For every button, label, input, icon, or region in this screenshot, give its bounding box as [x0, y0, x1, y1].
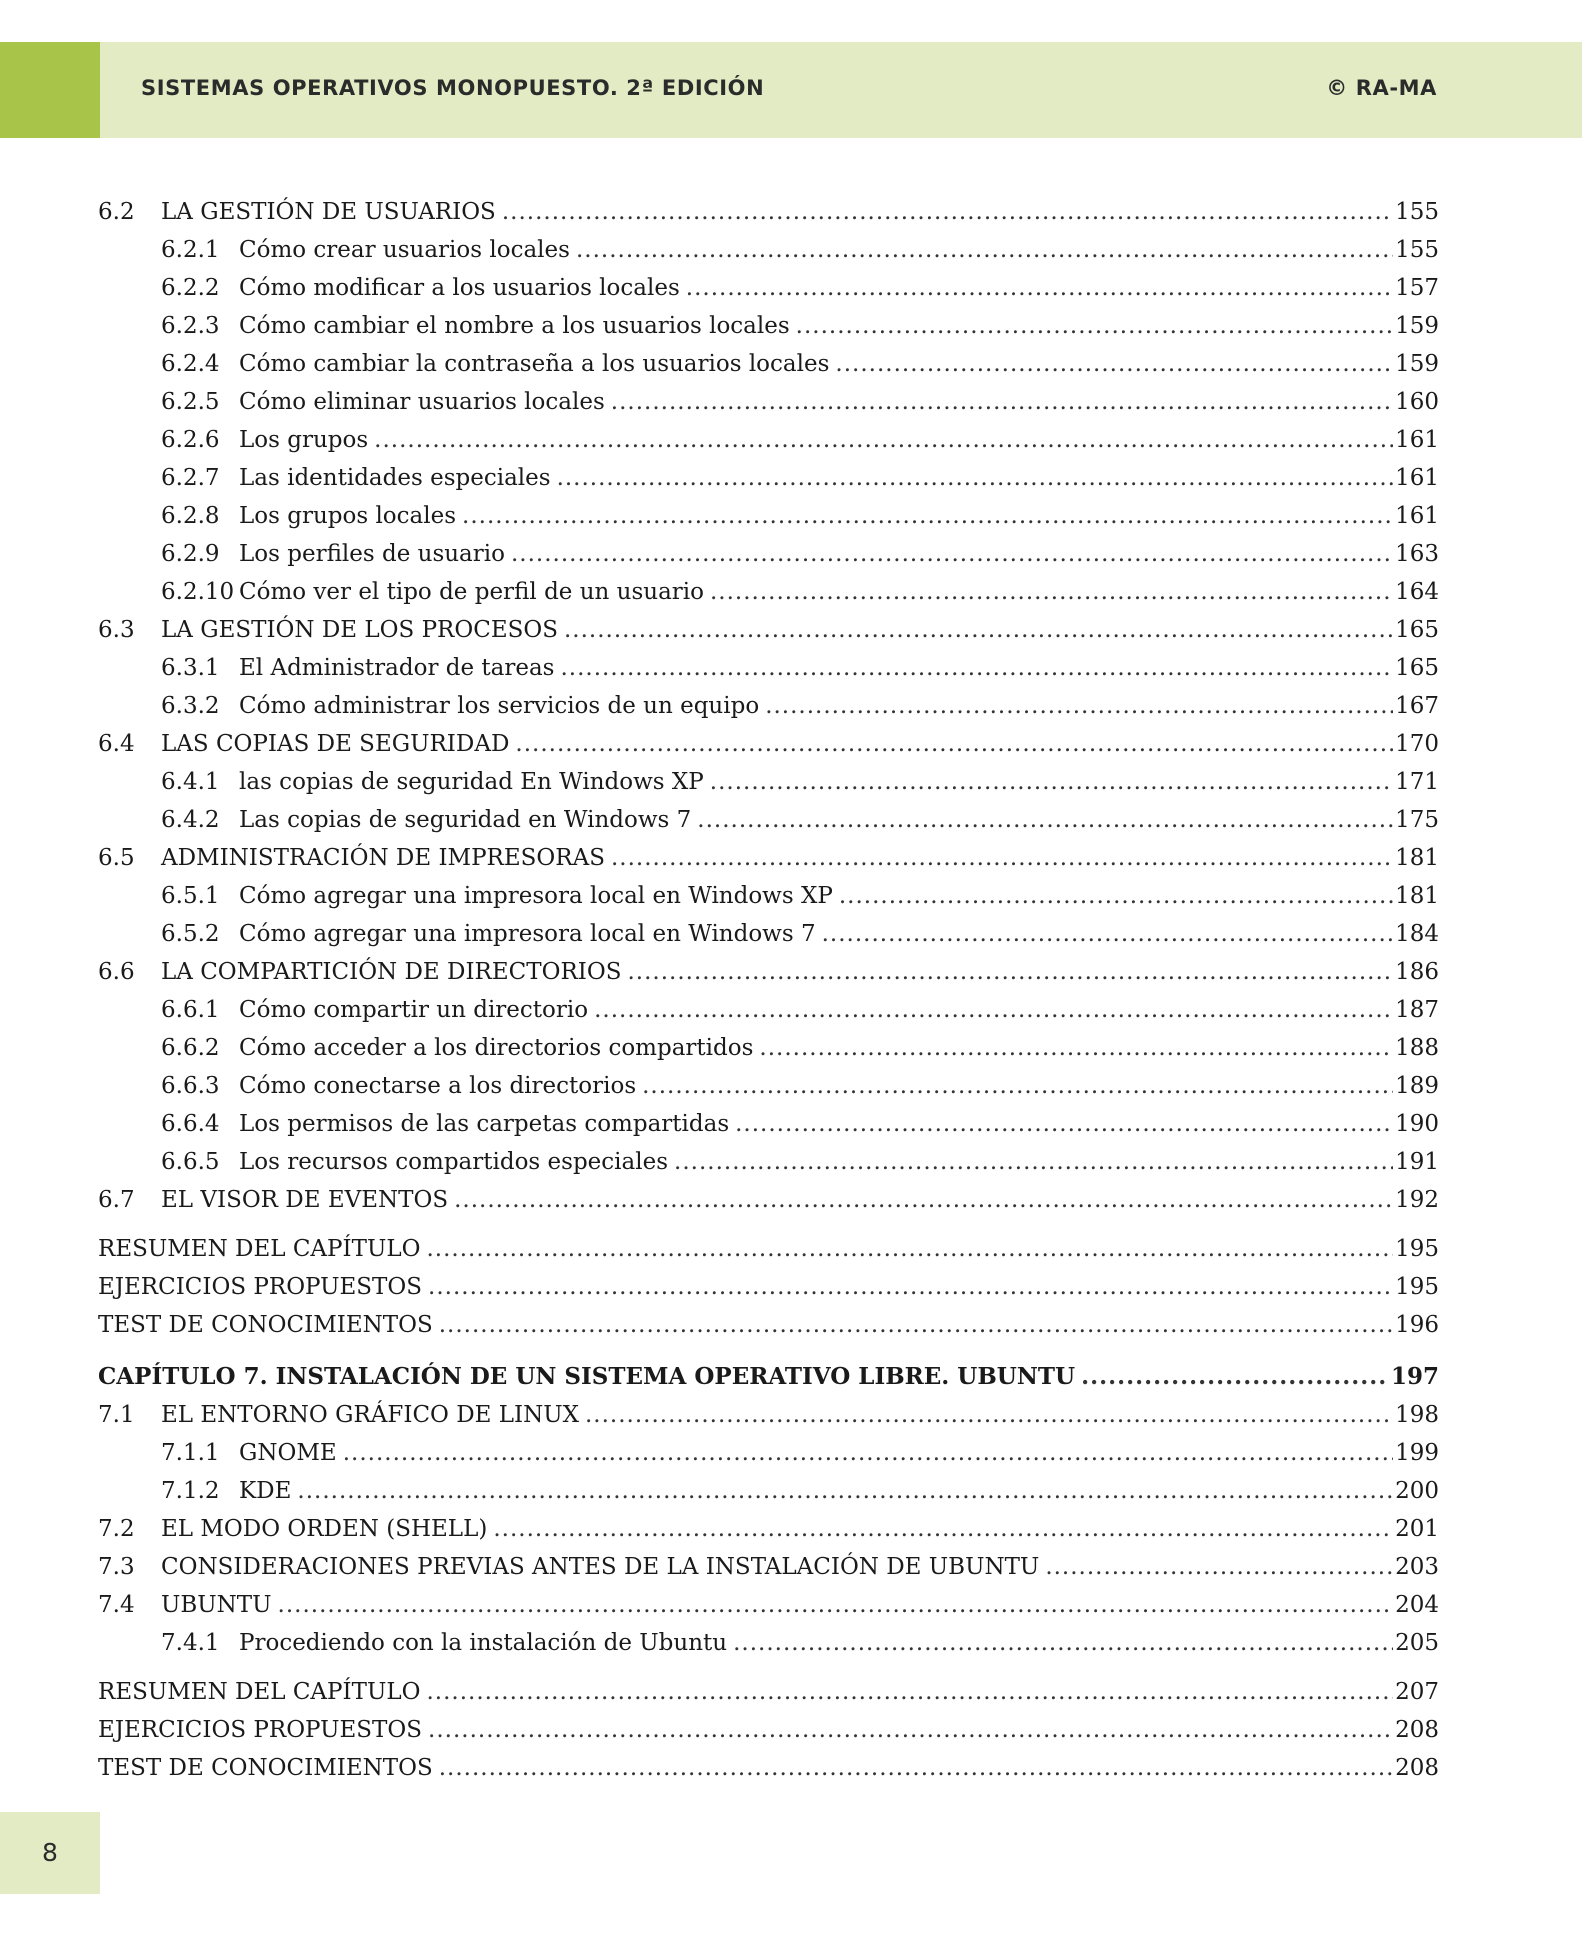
toc-entry-page: 190 — [1395, 1111, 1439, 1137]
toc-entry-page: 161 — [1395, 427, 1439, 453]
toc-entry-title: Cómo administrar los servicios de un equipo — [239, 693, 760, 719]
toc-entry-number: 7.4.1 — [161, 1630, 220, 1656]
toc-entry[interactable] — [98, 1181, 1439, 1219]
toc-entry-page: 195 — [1395, 1236, 1439, 1262]
toc-entry[interactable] — [98, 1749, 1439, 1787]
toc-entry-page: 200 — [1395, 1478, 1439, 1504]
toc-entry-page: 155 — [1395, 237, 1439, 263]
dot-leader — [343, 1434, 1393, 1472]
toc-entry[interactable] — [98, 1029, 1439, 1067]
toc-entry-number: 6.4 — [98, 731, 135, 757]
dot-leader — [557, 459, 1394, 497]
toc-entry-page: 186 — [1395, 959, 1439, 985]
toc-spacer — [98, 1219, 1439, 1230]
toc-entry-number: 6.5.1 — [161, 883, 220, 909]
toc-entry-page: 181 — [1395, 883, 1439, 909]
toc-entry-number: 6.4.2 — [161, 807, 220, 833]
toc-entry-page: 163 — [1395, 541, 1439, 567]
toc-entry-number: 7.4 — [98, 1592, 135, 1618]
toc-entry-number: 6.2.9 — [161, 541, 220, 567]
toc-entry-page: 155 — [1395, 199, 1439, 225]
dot-leader — [278, 1586, 1394, 1624]
dot-leader — [560, 649, 1393, 687]
toc-entry-number: 6.2.3 — [161, 313, 220, 339]
dot-leader — [515, 725, 1393, 763]
toc-entry-number: 6.3 — [98, 617, 135, 643]
dot-leader — [1045, 1548, 1393, 1586]
dot-leader — [297, 1472, 1393, 1510]
toc-entry[interactable] — [98, 915, 1439, 953]
toc-entry[interactable] — [98, 1510, 1439, 1548]
toc-entry[interactable] — [98, 269, 1439, 307]
toc-entry-page: 191 — [1395, 1149, 1439, 1175]
toc-entry-page: 170 — [1395, 731, 1439, 757]
dot-leader — [839, 877, 1393, 915]
toc-entry-page: 157 — [1395, 275, 1439, 301]
toc-entry-number: 6.6.1 — [161, 997, 220, 1023]
toc-entry[interactable] — [98, 649, 1439, 687]
toc-entry[interactable] — [98, 1230, 1439, 1268]
toc-entry[interactable] — [98, 953, 1439, 991]
toc-entry-page: 159 — [1395, 351, 1439, 377]
toc-entry-title: las copias de seguridad En Windows XP — [239, 769, 704, 795]
toc-entry[interactable] — [98, 839, 1439, 877]
toc-entry-page: 198 — [1395, 1402, 1439, 1428]
toc-entry-number: 7.3 — [98, 1554, 135, 1580]
toc-entry-title: CAPÍTULO 7. INSTALACIÓN DE UN SISTEMA OPERATIVO LIBRE. UBUNTU — [98, 1363, 1076, 1390]
toc-entry[interactable] — [98, 1143, 1439, 1181]
dot-leader — [462, 497, 1393, 535]
toc-entry-number: 6.2.6 — [161, 427, 220, 453]
toc-entry-page: 175 — [1395, 807, 1439, 833]
toc-entry-number: 6.5.2 — [161, 921, 220, 947]
toc-entry-number: 6.2.1 — [161, 237, 220, 263]
dot-leader — [697, 801, 1393, 839]
dot-leader — [796, 307, 1393, 345]
dot-leader — [502, 193, 1393, 231]
dot-leader — [733, 1624, 1393, 1662]
toc-entry[interactable] — [98, 535, 1439, 573]
toc-entry-number: 7.1.1 — [161, 1440, 220, 1466]
toc-entry-title: TEST DE CONOCIMIENTOS — [98, 1755, 433, 1781]
toc-entry-title: Las copias de seguridad en Windows 7 — [239, 807, 692, 833]
dot-leader — [493, 1510, 1393, 1548]
toc-entry-number: 6.2.10 — [161, 579, 235, 605]
toc-entry-page: 164 — [1395, 579, 1439, 605]
toc-entry-number: 6.6.3 — [161, 1073, 220, 1099]
toc-entry[interactable] — [98, 1548, 1439, 1586]
toc-entry-title: EJERCICIOS PROPUESTOS — [98, 1717, 423, 1743]
toc-entry[interactable] — [98, 1434, 1439, 1472]
toc-entry-page: 188 — [1395, 1035, 1439, 1061]
toc-entry[interactable] — [98, 611, 1439, 649]
dot-leader — [428, 1711, 1393, 1749]
toc-entry[interactable] — [98, 1105, 1439, 1143]
toc-entry-page: 187 — [1395, 997, 1439, 1023]
dot-leader — [576, 231, 1393, 269]
toc-entry[interactable] — [98, 1067, 1439, 1105]
toc-entry-page: 184 — [1395, 921, 1439, 947]
dot-leader — [439, 1306, 1393, 1344]
dot-leader — [735, 1105, 1393, 1143]
toc-entry-title: CONSIDERACIONES PREVIAS ANTES DE LA INSTALACIÓN DE UBUNTU — [161, 1554, 1040, 1580]
dot-leader — [611, 839, 1393, 877]
toc-entry[interactable] — [98, 345, 1439, 383]
toc-entry-title: Los recursos compartidos especiales — [239, 1149, 669, 1175]
toc-entry-page: 204 — [1395, 1592, 1439, 1618]
dot-leader — [611, 383, 1393, 421]
toc-entry[interactable] — [98, 497, 1439, 535]
toc-entry[interactable] — [98, 763, 1439, 801]
toc-entry-number: 6.6.2 — [161, 1035, 220, 1061]
toc-entry-title: Cómo modificar a los usuarios locales — [239, 275, 680, 301]
toc-entry-number: 6.2.4 — [161, 351, 220, 377]
dot-leader — [1081, 1358, 1389, 1396]
toc-entry-title: UBUNTU — [161, 1592, 272, 1618]
dot-leader — [822, 915, 1393, 953]
dot-leader — [439, 1749, 1393, 1787]
toc-entry-title: GNOME — [239, 1440, 337, 1466]
toc-entry-title: RESUMEN DEL CAPÍTULO — [98, 1679, 421, 1705]
toc-entry-page: 207 — [1395, 1679, 1439, 1705]
toc-entry-page: 205 — [1395, 1630, 1439, 1656]
toc-entry-title: Los permisos de las carpetas compartidas — [239, 1111, 730, 1137]
toc-entry-page: 165 — [1395, 617, 1439, 643]
dot-leader — [710, 763, 1393, 801]
toc-entry-title: Cómo eliminar usuarios locales — [239, 389, 605, 415]
toc-entry-title: RESUMEN DEL CAPÍTULO — [98, 1236, 421, 1262]
toc-entry-number: 6.3.2 — [161, 693, 220, 719]
toc-entry-page: 197 — [1390, 1363, 1439, 1390]
toc-entry-title: Cómo conectarse a los directorios — [239, 1073, 637, 1099]
toc-entry[interactable] — [98, 687, 1439, 725]
toc-entry-title: Cómo compartir un directorio — [239, 997, 589, 1023]
toc-entry-title: ADMINISTRACIÓN DE IMPRESORAS — [161, 845, 605, 871]
toc-entry-page: 208 — [1395, 1755, 1439, 1781]
toc-entry-page: 161 — [1395, 503, 1439, 529]
toc-entry-page: 192 — [1395, 1187, 1439, 1213]
dot-leader — [642, 1067, 1393, 1105]
dot-leader — [710, 573, 1393, 611]
toc-entry-title: EJERCICIOS PROPUESTOS — [98, 1274, 423, 1300]
toc-entry[interactable] — [98, 573, 1439, 611]
toc-entry-title: Cómo agregar una impresora local en Windows 7 — [239, 921, 816, 947]
toc-entry[interactable] — [98, 801, 1439, 839]
toc-entry-title: Cómo agregar una impresora local en Windows XP — [239, 883, 833, 909]
page-number: 8 — [42, 1838, 58, 1867]
toc-entry-page: 203 — [1395, 1554, 1439, 1580]
dot-leader — [765, 687, 1393, 725]
toc-entry-title: LA COMPARTICIÓN DE DIRECTORIOS — [161, 959, 622, 985]
toc-entry[interactable] — [98, 1472, 1439, 1510]
toc-entry[interactable] — [98, 1624, 1439, 1662]
toc-entry-title: Cómo acceder a los directorios compartidos — [239, 1035, 754, 1061]
dot-leader — [674, 1143, 1393, 1181]
toc-entry-title: Los perfiles de usuario — [239, 541, 505, 567]
toc-entry-number: 6.3.1 — [161, 655, 220, 681]
toc-entry-title: Los grupos locales — [239, 503, 457, 529]
dot-leader — [585, 1396, 1393, 1434]
dot-leader — [454, 1181, 1393, 1219]
toc-entry[interactable] — [98, 307, 1439, 345]
toc-entry-title: LA GESTIÓN DE LOS PROCESOS — [161, 617, 558, 643]
dot-leader — [428, 1268, 1393, 1306]
toc-entry[interactable] — [98, 1268, 1439, 1306]
dot-leader — [835, 345, 1393, 383]
toc-entry-page: 195 — [1395, 1274, 1439, 1300]
toc-entry[interactable] — [98, 1396, 1439, 1434]
dot-leader — [426, 1230, 1393, 1268]
toc-entry-number: 6.2.5 — [161, 389, 220, 415]
book-title: SISTEMAS OPERATIVOS MONOPUESTO. 2ª EDICIÓN — [141, 76, 765, 100]
toc-entry-number: 6.6 — [98, 959, 135, 985]
toc-entry-number: 7.1 — [98, 1402, 135, 1428]
dot-leader — [374, 421, 1393, 459]
dot-leader — [594, 991, 1393, 1029]
dot-leader — [511, 535, 1393, 573]
toc-entry-title: TEST DE CONOCIMIENTOS — [98, 1312, 433, 1338]
toc-spacer — [98, 1344, 1439, 1358]
toc-spacer — [98, 1662, 1439, 1673]
toc-entry[interactable] — [98, 991, 1439, 1029]
dot-leader — [627, 953, 1393, 991]
toc-entry-title: EL VISOR DE EVENTOS — [161, 1187, 449, 1213]
toc-entry[interactable] — [98, 725, 1439, 763]
toc-entry-page: 165 — [1395, 655, 1439, 681]
toc-entry[interactable] — [98, 193, 1439, 231]
toc-entry-title: LAS COPIAS DE SEGURIDAD — [161, 731, 510, 757]
toc-entry-page: 208 — [1395, 1717, 1439, 1743]
toc-entry-number: 6.5 — [98, 845, 135, 871]
table-of-contents — [98, 193, 1439, 1787]
toc-entry-page: 181 — [1395, 845, 1439, 871]
toc-entry[interactable] — [98, 1711, 1439, 1749]
toc-entry-title: EL ENTORNO GRÁFICO DE LINUX — [161, 1402, 579, 1428]
toc-entry-title: El Administrador de tareas — [239, 655, 555, 681]
toc-entry-title: Los grupos — [239, 427, 369, 453]
toc-entry-title: EL MODO ORDEN (SHELL) — [161, 1516, 488, 1542]
dot-leader — [759, 1029, 1393, 1067]
toc-entry-page: 161 — [1395, 465, 1439, 491]
toc-entry-number: 6.2.2 — [161, 275, 220, 301]
toc-entry[interactable] — [98, 877, 1439, 915]
toc-entry-title: Cómo cambiar el nombre a los usuarios locales — [239, 313, 790, 339]
toc-entry-title: Cómo cambiar la contraseña a los usuarios locales — [239, 351, 830, 377]
toc-entry-page: 167 — [1395, 693, 1439, 719]
publisher-label: © RA-MA — [1326, 76, 1437, 100]
toc-entry-number: 6.2.8 — [161, 503, 220, 529]
toc-entry-number: 6.6.5 — [161, 1149, 220, 1175]
toc-entry-title: Cómo ver el tipo de perfil de un usuario — [239, 579, 704, 605]
toc-entry-page: 201 — [1395, 1516, 1439, 1542]
toc-entry-number: 6.2.7 — [161, 465, 220, 491]
toc-entry-number: 6.4.1 — [161, 769, 220, 795]
toc-entry-number: 6.7 — [98, 1187, 135, 1213]
toc-entry[interactable] — [98, 1673, 1439, 1711]
toc-entry-page: 189 — [1395, 1073, 1439, 1099]
header-accent-block — [0, 42, 100, 138]
toc-entry-title: Procediendo con la instalación de Ubuntu — [239, 1630, 728, 1656]
toc-entry-number: 6.6.4 — [161, 1111, 220, 1137]
toc-entry[interactable] — [98, 421, 1439, 459]
toc-entry-page: 159 — [1395, 313, 1439, 339]
toc-entry-number: 7.2 — [98, 1516, 135, 1542]
toc-entry-title: Las identidades especiales — [239, 465, 551, 491]
toc-entry-title: Cómo crear usuarios locales — [239, 237, 570, 263]
dot-leader — [564, 611, 1393, 649]
toc-entry[interactable] — [98, 231, 1439, 269]
toc-entry-number: 6.2 — [98, 199, 135, 225]
toc-entry-page: 160 — [1395, 389, 1439, 415]
toc-entry[interactable] — [98, 1306, 1439, 1344]
dot-leader — [686, 269, 1393, 307]
toc-entry-title: KDE — [239, 1478, 292, 1504]
toc-entry-title: LA GESTIÓN DE USUARIOS — [161, 199, 496, 225]
toc-entry[interactable] — [98, 459, 1439, 497]
toc-entry[interactable] — [98, 1586, 1439, 1624]
toc-entry-number: 7.1.2 — [161, 1478, 220, 1504]
dot-leader — [426, 1673, 1393, 1711]
toc-entry-page: 199 — [1395, 1440, 1439, 1466]
toc-chapter-entry[interactable] — [98, 1358, 1439, 1396]
toc-entry-page: 171 — [1395, 769, 1439, 795]
toc-entry[interactable] — [98, 383, 1439, 421]
toc-entry-page: 196 — [1395, 1312, 1439, 1338]
